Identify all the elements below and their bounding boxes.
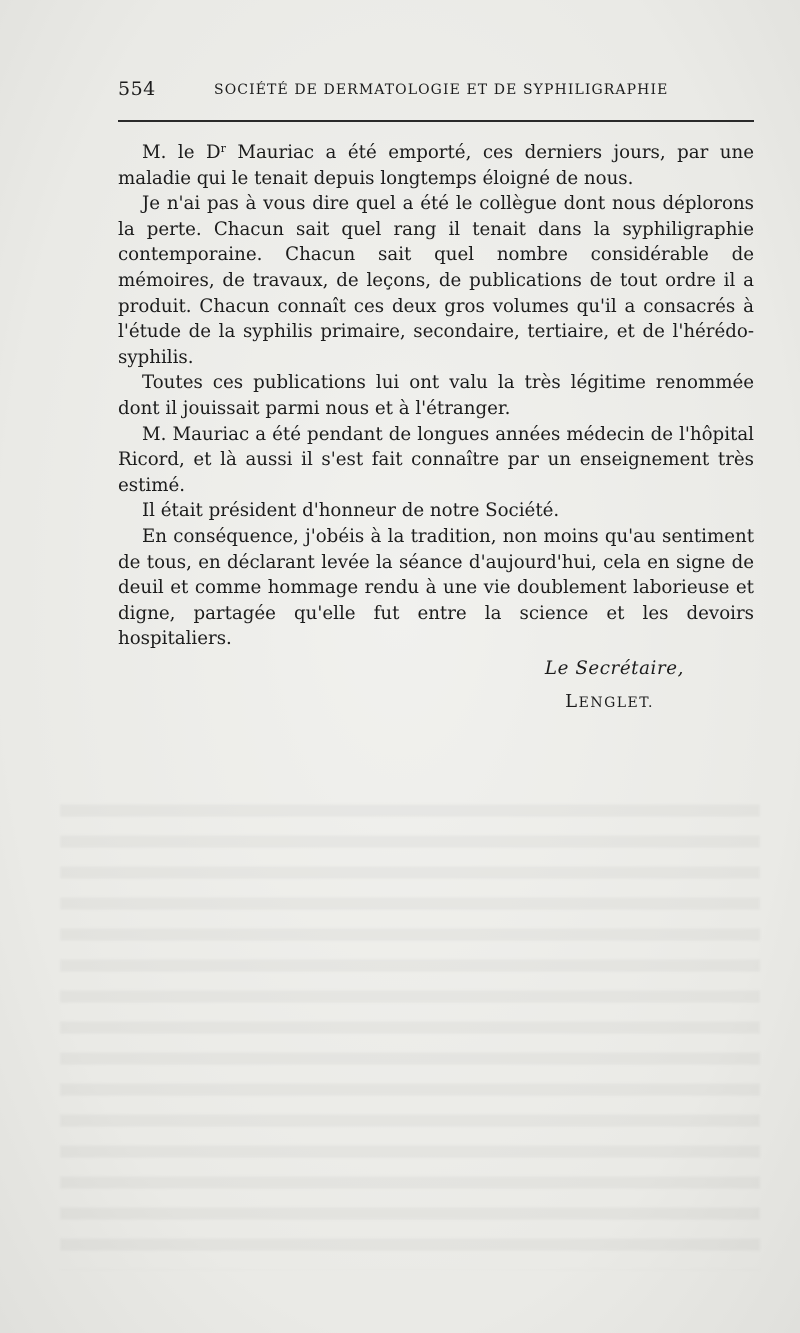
superscript: r — [220, 142, 226, 155]
paragraph-6: En conséquence, j'obéis à la tradition, non moins qu'au sentiment de tous, en déclarant levée la séance d'aujourd'hui, cela en signe de deuil et comme hommage rendu à une vie doublement laborieuse et digne, partagée qu'elle fut entre la science et les devoirs hospitaliers. — [118, 525, 754, 650]
signature-surname: ENGLET. — [578, 695, 654, 712]
signature-name — [118, 689, 754, 717]
paragraph-2: Je n'ai pas à vous dire quel a été le collègue dont nous déplorons la perte. Chacun sait quel rang il tenait dans la syphiligraphie contemporaine. Chacun sait quel nombre considérable de mémoires, de travaux, de leçons, de publications de tout ordre il a produit. Chacun connaît ces deux gros volumes qu'il a consacrés à l'étude de la syphilis primaire, secondaire, tertiaire, et de l'hérédo-syphilis. — [118, 193, 754, 368]
signature-role: Le Secrétaire, — [544, 657, 684, 679]
paragraph-1-start: M. le D — [142, 142, 221, 163]
paragraph-5: Il était président d'honneur de notre Société. — [142, 500, 560, 522]
paragraph-4: M. Mauriac a été pendant de longues années médecin de l'hôpital Ricord, et là aussi il s'est fait connaître par un enseignement très estimé. — [118, 423, 754, 496]
show-through-text — [60, 790, 760, 1270]
running-title: SOCIÉTÉ DE DERMATOLOGIE ET DE SYPHILIGRAPHIE — [214, 82, 669, 98]
paragraph-1 — [118, 140, 754, 191]
header-rule — [118, 120, 754, 122]
page-number: 554 — [118, 78, 156, 100]
paragraph-3: Toutes ces publications lui ont valu la très légitime renommée dont il jouissait parmi nous et à l'étranger. — [118, 372, 754, 419]
paragraph-1-rest: Mauriac a été emporté, ces derniers jours, par une maladie qui le tenait depuis longtemps éloigné de nous. — [118, 142, 754, 189]
body-text — [118, 140, 754, 717]
signature-initial: L — [565, 691, 579, 713]
page-header — [118, 78, 754, 102]
